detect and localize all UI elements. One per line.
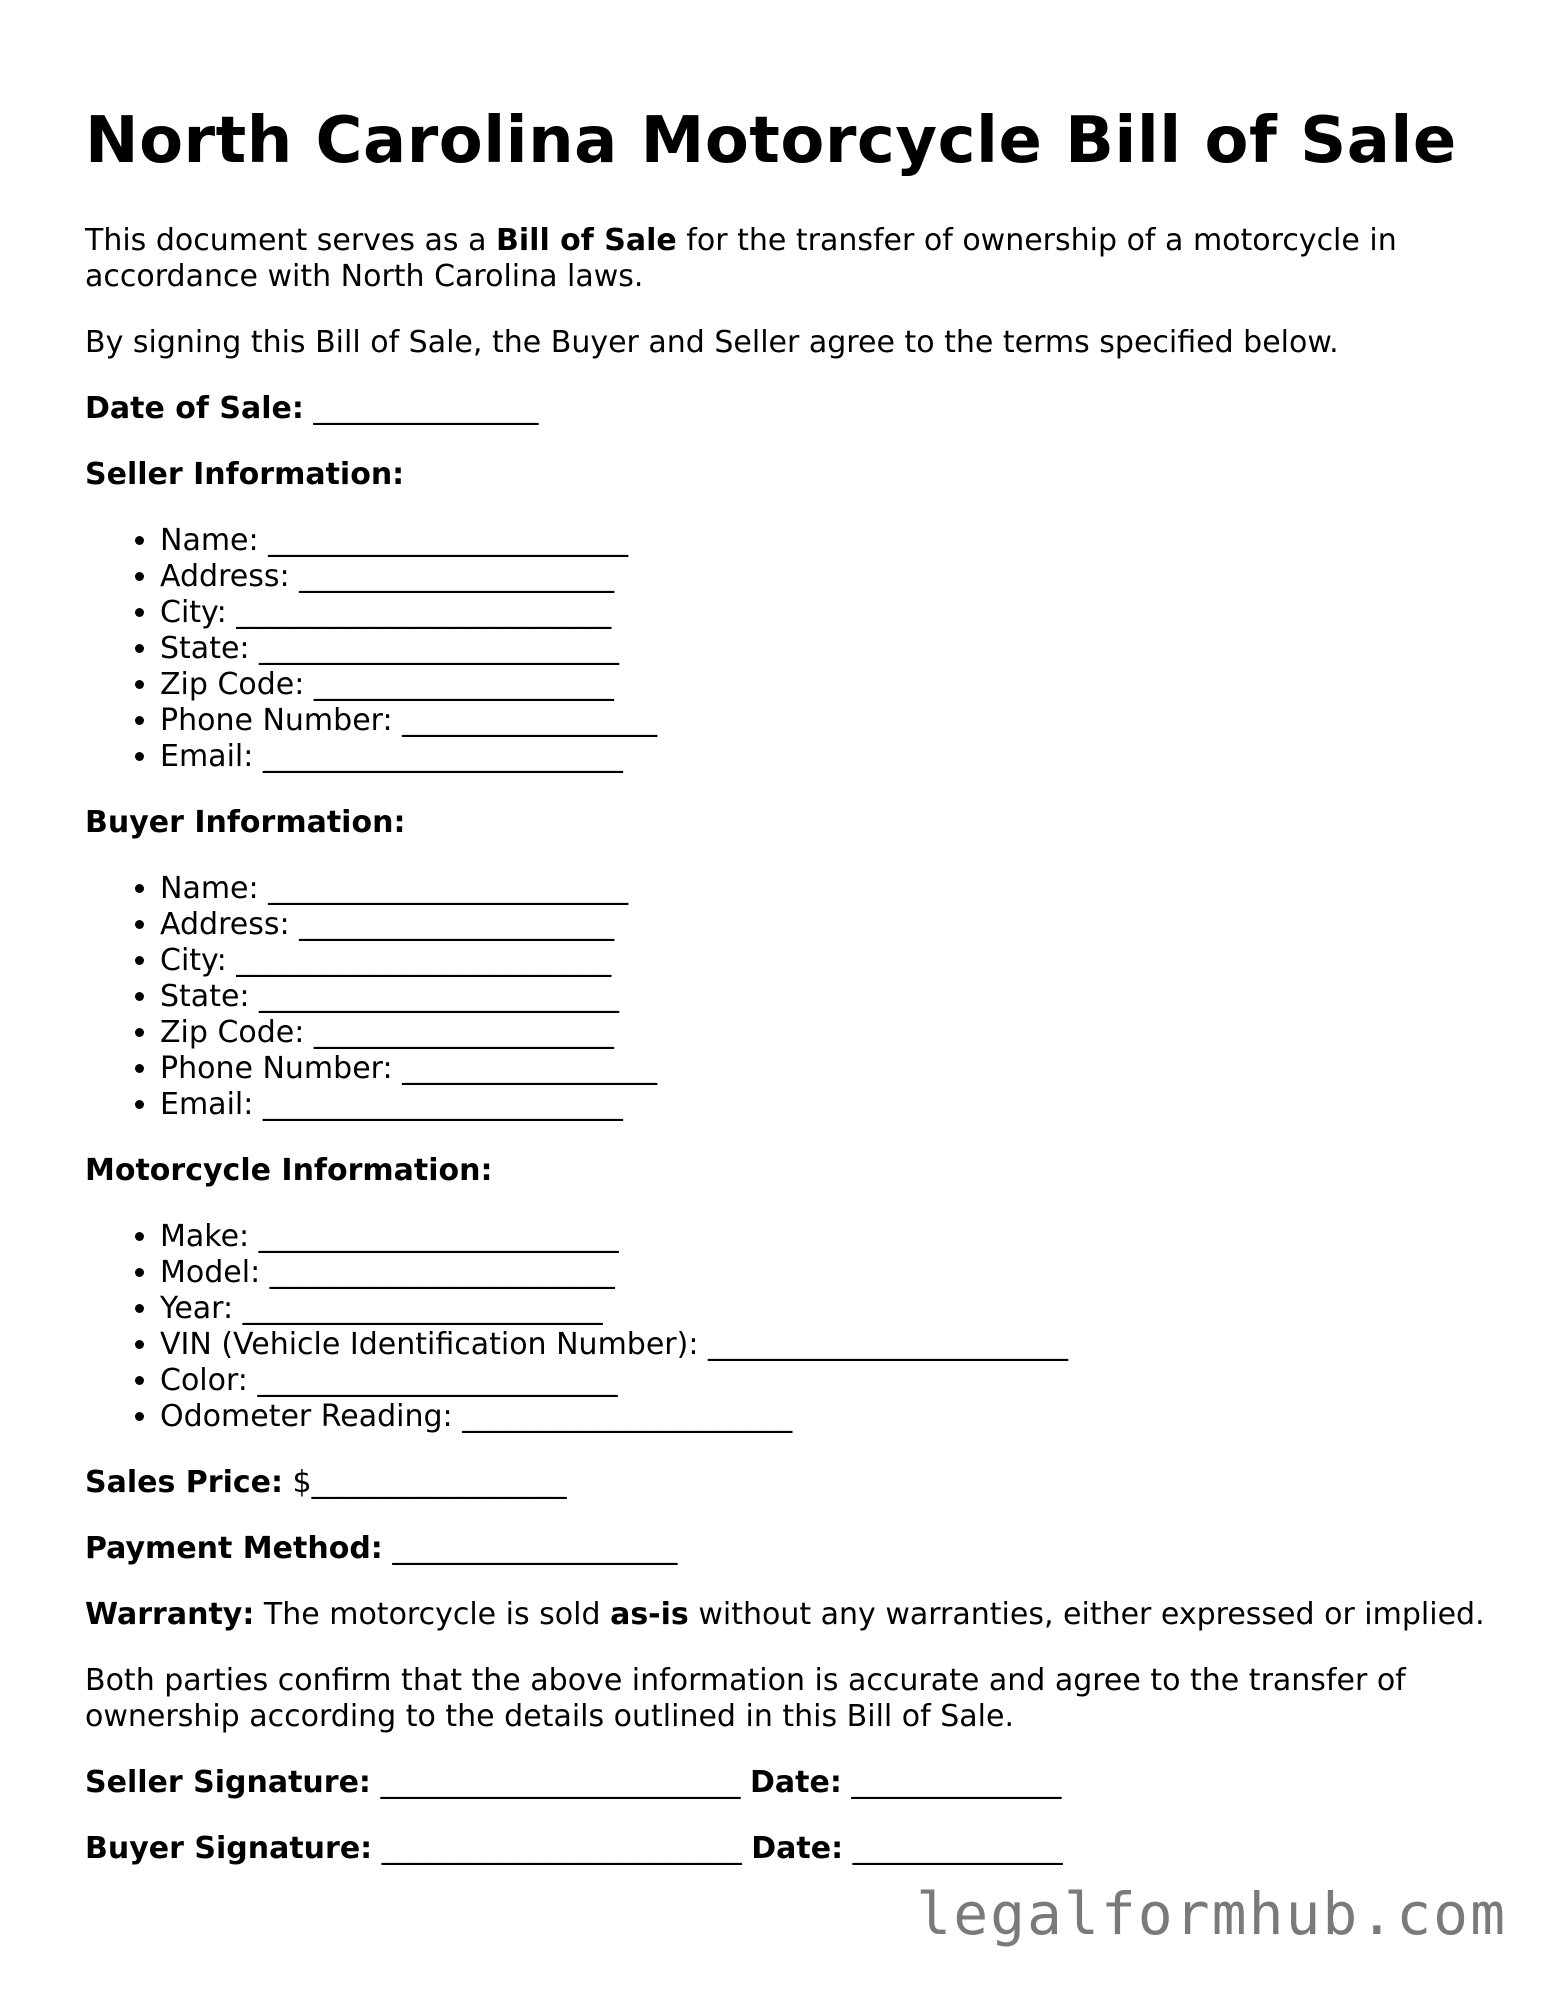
page-title: North Carolina Motorcycle Bill of Sale: [85, 104, 1457, 178]
seller-city-field[interactable]: • City: _________________________: [160, 595, 1485, 631]
intro-text-post: for the transfer of ownership of a motorcycle in accordance with North Carolina laws.: [85, 222, 1397, 294]
motorcycle-year-field[interactable]: • Year: ________________________: [160, 1291, 1485, 1327]
agreement-paragraph: By signing this Bill of Sale, the Buyer and Seller agree to the terms specified below.: [85, 324, 1339, 360]
seller-address-field[interactable]: • Address: _____________________: [160, 559, 1485, 595]
payment-method-line: [85, 1531, 1485, 1567]
seller-phone-field[interactable]: • Phone Number: _________________: [160, 703, 1485, 739]
motorcycle-vin-field[interactable]: • VIN (Vehicle Identification Number): ________________________: [160, 1327, 1485, 1363]
watermark: legalformhub.com: [916, 1880, 1507, 1948]
sales-price-line: [85, 1465, 1485, 1501]
buyer-state-field[interactable]: • State: ________________________: [160, 979, 1485, 1015]
buyer-phone-field[interactable]: • Phone Number: _________________: [160, 1051, 1485, 1087]
buyer-zip-field[interactable]: • Zip Code: ____________________: [160, 1015, 1485, 1051]
date-of-sale-line: [85, 391, 1485, 427]
motorcycle-field-list: [85, 1219, 1485, 1435]
buyer-name-field[interactable]: • Name: ________________________: [160, 871, 1485, 907]
warranty-label: Warranty:: [85, 1596, 255, 1632]
seller-signature-field[interactable]: ________________________: [370, 1764, 750, 1800]
date-of-sale-label: Date of Sale:: [85, 390, 304, 426]
warranty-as-is: as-is: [610, 1596, 689, 1632]
seller-date-field[interactable]: ______________: [841, 1764, 1062, 1800]
seller-heading: Seller Information:: [85, 456, 405, 492]
seller-zip-field[interactable]: • Zip Code: ____________________: [160, 667, 1485, 703]
seller-email-field[interactable]: • Email: ________________________: [160, 739, 1485, 775]
sales-price-field[interactable]: $_________________: [282, 1464, 567, 1500]
buyer-date-field[interactable]: ______________: [843, 1830, 1063, 1866]
warranty-text-post: without any warranties, either expressed or implied.: [688, 1596, 1485, 1632]
buyer-address-field[interactable]: • Address: _____________________: [160, 907, 1485, 943]
seller-field-list: [85, 523, 1485, 775]
seller-name-field[interactable]: • Name: ________________________: [160, 523, 1485, 559]
buyer-heading: Buyer Information:: [85, 804, 406, 840]
buyer-signature-field[interactable]: ________________________: [372, 1830, 752, 1866]
motorcycle-odometer-field[interactable]: • Odometer Reading: ______________________: [160, 1399, 1485, 1435]
date-of-sale-field[interactable]: _______________: [303, 390, 539, 426]
motorcycle-color-field[interactable]: • Color: ________________________: [160, 1363, 1485, 1399]
sales-price-label: Sales Price:: [85, 1464, 283, 1500]
buyer-date-label: Date:: [751, 1830, 844, 1866]
seller-signature-label: Seller Signature:: [85, 1764, 371, 1800]
warranty-paragraph: [85, 1597, 1485, 1633]
motorcycle-model-field[interactable]: • Model: _______________________: [160, 1255, 1485, 1291]
buyer-field-list: [85, 871, 1485, 1123]
buyer-city-field[interactable]: • City: _________________________: [160, 943, 1485, 979]
seller-signature-line: [85, 1765, 1485, 1801]
intro-text-bold: Bill of Sale: [496, 222, 677, 258]
buyer-signature-label: Buyer Signature:: [85, 1830, 373, 1866]
motorcycle-make-field[interactable]: • Make: ________________________: [160, 1219, 1485, 1255]
confirmation-paragraph: Both parties confirm that the above information is accurate and agree to the transfer of ownership according to the details outlined in this Bill of Sale.: [85, 1662, 1406, 1734]
buyer-signature-line: [85, 1831, 1485, 1867]
intro-text-pre: This document serves as a: [85, 222, 497, 258]
warranty-text-pre: The motorcycle is sold: [254, 1596, 611, 1632]
document: [85, 105, 1485, 1897]
intro-paragraph: [85, 223, 1485, 295]
seller-date-label: Date:: [750, 1764, 842, 1800]
payment-method-label: Payment Method:: [85, 1530, 383, 1566]
buyer-email-field[interactable]: • Email: ________________________: [160, 1087, 1485, 1123]
payment-method-field[interactable]: ___________________: [382, 1530, 678, 1566]
seller-state-field[interactable]: • State: ________________________: [160, 631, 1485, 667]
motorcycle-heading: Motorcycle Information:: [85, 1152, 493, 1188]
